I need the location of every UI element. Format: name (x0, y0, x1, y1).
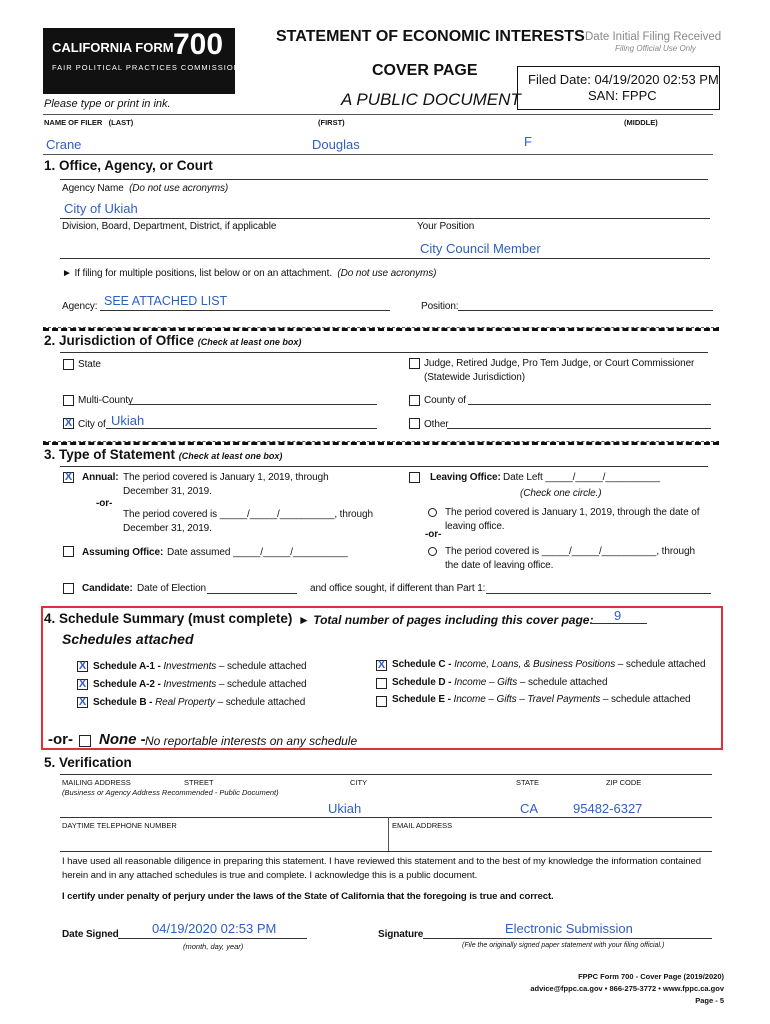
other-label: Other (424, 419, 449, 430)
county-rule (468, 404, 711, 405)
section2-rule (60, 352, 708, 353)
email-divider (388, 817, 389, 851)
city-checkbox[interactable]: X (64, 417, 73, 429)
date-signed-label: Date Signed (62, 929, 119, 940)
total-pages-rule (590, 623, 647, 624)
assuming-checkbox[interactable] (63, 546, 74, 557)
judge-sublabel: (Statewide Jurisdiction) (424, 372, 525, 383)
date-signed-rule (118, 938, 307, 939)
form-number: 700 (173, 28, 224, 61)
schedule-a2-suffix: – schedule attached (218, 679, 307, 690)
schedule-a1-label (93, 661, 307, 672)
filed-date: Filed Date: 04/19/2020 02:53 PM (528, 72, 719, 87)
name-of-filer-text: NAME OF FILER (44, 118, 103, 127)
schedule-e-suffix: – schedule attached (602, 694, 691, 705)
section4-title: 4. Schedule Summary (must complete) (44, 611, 293, 626)
mailing-note: (Business or Agency Address Recommended - Public Document) (62, 788, 279, 797)
section3-title (44, 447, 282, 462)
state-field-label: STATE (516, 778, 540, 787)
section2-title (44, 333, 301, 348)
leaving-option1-text2: leaving office. (445, 521, 505, 532)
city-value[interactable]: Ukiah (111, 413, 145, 428)
city-rule (106, 428, 377, 429)
candidate-text2: and office sought, if different than Part 1: (310, 583, 486, 594)
annual-text1: The period covered is January 1, 2019, through (123, 472, 329, 483)
agency-attached-value[interactable]: SEE ATTACHED LIST (104, 294, 228, 308)
filer-top-rule (43, 114, 713, 115)
address-zip-value[interactable]: 95482-6327 (573, 801, 643, 816)
instructions: Please type or print in ink. (44, 98, 171, 110)
division-label: Division, Board, Department, District, if applicable (62, 221, 277, 232)
none-or-label: -or- (48, 731, 73, 748)
annual-text3: The period covered is _____/_____/__________, through (123, 509, 373, 520)
leaving-checkbox[interactable] (409, 472, 420, 483)
agency-name-label (62, 183, 228, 194)
middle-label: (MIDDLE) (624, 118, 658, 127)
filer-name-rule (43, 154, 713, 155)
schedule-a2-checkbox[interactable]: X (78, 678, 87, 690)
none-label: None - (99, 731, 146, 748)
leaving-text: Date Left _____/_____/__________ (503, 472, 660, 483)
schedule-a1-suffix: – schedule attached (218, 661, 307, 672)
position-value[interactable]: City Council Member (420, 241, 541, 256)
leaving-option2-text: The period covered is _____/_____/__________, through (445, 546, 695, 557)
page-title: STATEMENT OF ECONOMIC INTERESTS (276, 28, 585, 45)
first-label: (FIRST) (318, 118, 345, 127)
phone-label: DAYTIME TELEPHONE NUMBER (62, 821, 177, 830)
schedule-d-label (392, 677, 607, 688)
section5-rule (60, 774, 712, 775)
position-rule (60, 258, 710, 259)
agency-field-rule (100, 310, 390, 311)
check-one-note: (Check one circle.) (520, 488, 602, 499)
last-label: (LAST) (108, 118, 134, 127)
leaving-option1-text: The period covered is January 1, 2019, through the date of (445, 507, 700, 518)
address-state-value[interactable]: CA (520, 801, 539, 816)
schedule-a1-code: Schedule A-1 - (93, 661, 161, 672)
agency-name-note: (Do not use acronyms) (129, 183, 229, 194)
leaving-option2-text2: the date of leaving office. (445, 560, 554, 571)
footer-form-ref: FPPC Form 700 - Cover Page (2019/2020) (578, 972, 724, 981)
section3-rule (60, 466, 708, 467)
schedule-d-suffix: – schedule attached (519, 677, 608, 688)
schedule-d-code: Schedule D - (392, 677, 452, 688)
state-label: State (78, 359, 101, 370)
date-signed-value[interactable]: 04/19/2020 02:53 PM (152, 921, 277, 936)
phone-rule (60, 851, 712, 852)
commission-name: FAIR POLITICAL PRACTICES COMMISSION (52, 63, 241, 72)
annual-or: -or- (96, 498, 113, 509)
filer-name-label (44, 118, 133, 127)
schedule-b-desc: Real Property (155, 697, 215, 708)
annual-label: Annual: (82, 472, 119, 483)
filer-last-name[interactable]: Crane (46, 137, 82, 152)
multiple-note-text: ► If filing for multiple positions, list below or on an attachment. (62, 268, 332, 279)
signature-note: (File the originally signed paper statement with your filing official.) (462, 942, 665, 949)
section3-note: (Check at least one box) (178, 451, 283, 461)
official-use-label: Filing Official Use Only (615, 44, 696, 53)
city-field-label: CITY (350, 778, 368, 787)
assuming-text: Date assumed _____/_____/__________ (167, 547, 348, 558)
san-label: SAN: FPPC (588, 88, 657, 103)
position2-field-rule (458, 310, 713, 311)
leaving-label: Leaving Office: (430, 472, 501, 483)
section1-title: 1. Office, Agency, or Court (44, 158, 213, 173)
schedule-b-suffix: – schedule attached (217, 697, 306, 708)
candidate-checkbox[interactable] (63, 583, 74, 594)
schedule-b-label (93, 697, 305, 708)
footer-page: Page - 5 (695, 996, 724, 1005)
agency-name-rule (60, 218, 710, 219)
schedule-c-label (392, 659, 705, 670)
candidate-text: Date of Election (137, 583, 206, 594)
county-label: County of (424, 395, 466, 406)
address-city-value[interactable]: Ukiah (328, 801, 362, 816)
leaving-option1-radio[interactable] (428, 508, 437, 517)
other-rule (447, 428, 711, 429)
schedule-c-checkbox[interactable]: X (377, 659, 386, 671)
total-pages-label: ► Total number of pages including this cover page: (298, 613, 594, 627)
multi-county-rule (130, 404, 377, 405)
schedule-a2-code: Schedule A-2 - (93, 679, 161, 690)
multiple-positions-note (62, 268, 436, 279)
date-received-label: Date Initial Filing Received (585, 31, 722, 43)
public-doc-title: A PUBLIC DOCUMENT (341, 90, 521, 109)
schedule-a2-label (93, 679, 307, 690)
annual-text2: December 31, 2019. (123, 486, 212, 497)
schedule-c-desc: Income, Loans, & Business Positions (454, 659, 616, 670)
schedule-e-desc: Income – Gifts – Travel Payments (453, 694, 601, 705)
schedule-e-code: Schedule E - (392, 694, 451, 705)
schedule-a1-checkbox[interactable]: X (78, 660, 87, 672)
diligence-line1: I have used all reasonable diligence in preparing this statement. I have reviewed this statement and to the best of my knowledge the information contained (62, 856, 701, 867)
schedule-d-desc: Income – Gifts (454, 677, 518, 688)
schedule-c-suffix: – schedule attached (617, 659, 706, 670)
schedule-d-checkbox[interactable] (376, 678, 387, 689)
email-label: EMAIL ADDRESS (392, 821, 453, 830)
total-pages-value[interactable]: 9 (614, 608, 622, 623)
section5-title: 5. Verification (44, 755, 132, 770)
none-text: No reportable interests on any schedule (145, 734, 358, 748)
mailing-address-label: MAILING ADDRESS (62, 778, 131, 787)
office-sought-rule (486, 593, 711, 594)
schedules-attached-heading: Schedules attached (62, 631, 194, 647)
multiple-note-italic: (Do not use acronyms) (337, 268, 437, 279)
multi-county-label: Multi-County (78, 395, 133, 406)
city-label: City of (78, 419, 106, 430)
judge-label: Judge, Retired Judge, Pro Tem Judge, or Court Commissioner (424, 358, 695, 369)
other-checkbox[interactable] (409, 418, 420, 429)
schedule-b-code: Schedule B - (93, 697, 153, 708)
signature-value[interactable]: Electronic Submission (505, 921, 633, 936)
schedule-c-code: Schedule C - (392, 659, 452, 670)
section3-top-rule (43, 441, 719, 445)
schedule-a1-desc: Investments (163, 661, 217, 672)
judge-checkbox[interactable] (409, 358, 420, 369)
section3-title-text: 3. Type of Statement (44, 447, 176, 462)
annual-text4: December 31, 2019. (123, 523, 212, 534)
position2-label: Position: (421, 301, 459, 312)
form-name: CALIFORNIA FORM (52, 40, 174, 55)
date-format-note: (month, day, year) (183, 942, 244, 951)
street-label: STREET (184, 778, 214, 787)
position-label: Your Position (417, 221, 475, 232)
section2-top-rule (43, 327, 719, 331)
footer-contact: advice@fppc.ca.gov • 866-275-3772 • www.fppc.ca.gov (530, 984, 724, 993)
agency-label: Agency: (62, 301, 98, 312)
multi-county-checkbox[interactable] (63, 395, 74, 406)
diligence-line2: herein and in any attached schedules is true and complete. I acknowledge this is a public document. (62, 870, 478, 881)
agency-name-value[interactable]: City of Ukiah (64, 201, 138, 216)
leaving-or: -or- (425, 529, 442, 540)
address-rule (60, 817, 712, 818)
assuming-label: Assuming Office: (82, 547, 164, 558)
schedule-a2-desc: Investments (163, 679, 217, 690)
schedule-e-checkbox[interactable] (376, 696, 387, 707)
none-checkbox[interactable] (79, 735, 91, 747)
election-date-rule (207, 593, 297, 594)
signature-rule (423, 938, 712, 939)
signature-label: Signature (378, 929, 424, 940)
annual-checkbox[interactable]: X (64, 471, 73, 483)
section1-rule (60, 179, 708, 180)
cover-page-title: COVER PAGE (372, 62, 478, 79)
county-checkbox[interactable] (409, 395, 420, 406)
schedule-b-checkbox[interactable]: X (78, 696, 87, 708)
leaving-option2-radio[interactable] (428, 547, 437, 556)
state-checkbox[interactable] (63, 359, 74, 370)
schedule-e-label (392, 694, 691, 705)
section2-note: (Check at least one box) (197, 337, 302, 347)
zip-field-label: ZIP CODE (606, 778, 642, 787)
candidate-label: Candidate: (82, 583, 133, 594)
section2-title-text: 2. Jurisdiction of Office (44, 333, 195, 348)
agency-name-label-text: Agency Name (62, 183, 124, 194)
filer-middle-name[interactable]: F (524, 134, 532, 149)
filer-first-name[interactable]: Douglas (312, 137, 360, 152)
certify-statement: I certify under penalty of perjury under the laws of the State of California that the foregoing is true and correct. (62, 891, 554, 902)
